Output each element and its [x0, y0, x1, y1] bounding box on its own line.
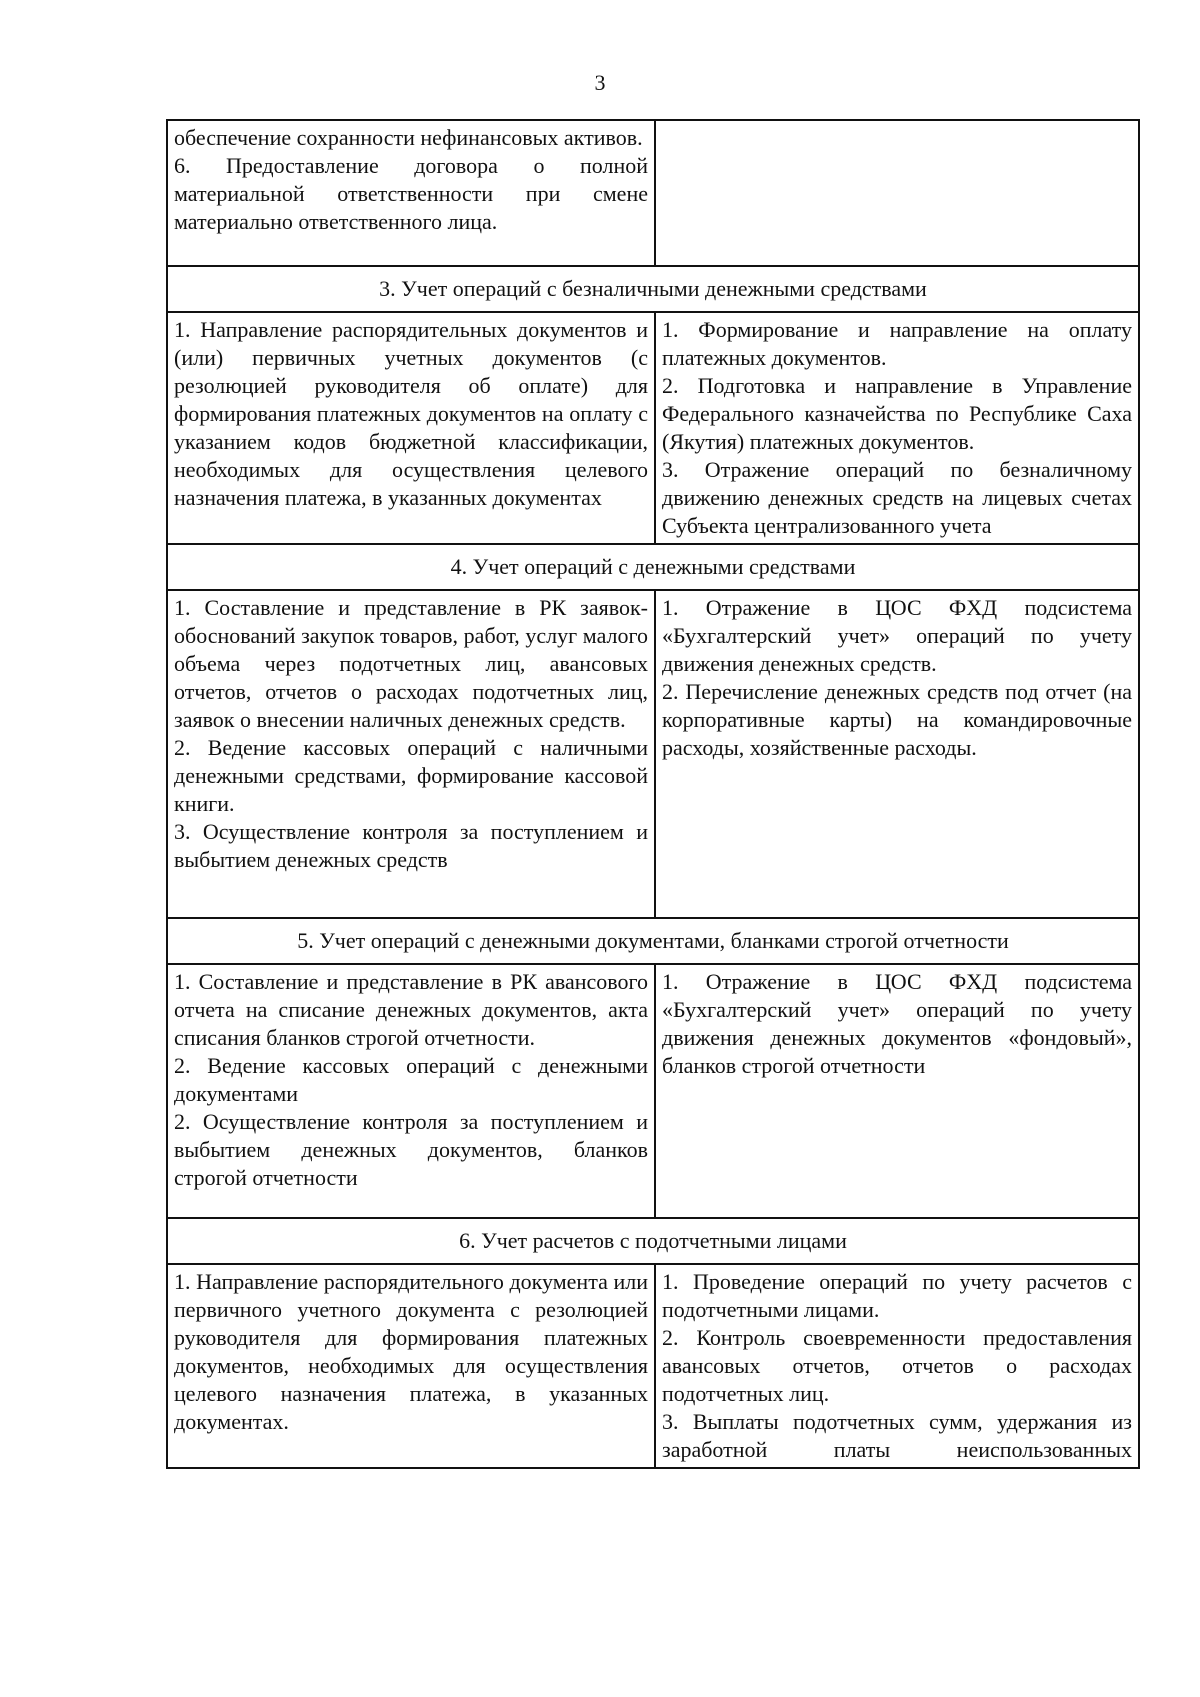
paragraph: 2. Подготовка и направление в Управление Федерального казначейства по Республике Саха (Якутия) платежных документов. — [662, 373, 1132, 454]
paragraph: 3. Отражение операций по безналичному движению денежных средств на лицевых счетах Субъекта централизованного учета — [662, 457, 1132, 538]
table-row — [167, 964, 1139, 1218]
paragraph: 3. Выплаты подотчетных сумм, удержания из заработной платы неиспользованных — [662, 1409, 1132, 1462]
left-cell — [167, 1264, 655, 1468]
paragraph: 2. Осуществление контроля за поступлением и выбытием денежных документов, бланков строгой отчетности — [174, 1109, 648, 1190]
section-header-row — [167, 544, 1139, 590]
right-cell — [655, 590, 1139, 918]
section-title: 4. Учет операций с денежными средствами — [167, 544, 1139, 590]
right-cell — [655, 120, 1139, 266]
table-row — [167, 120, 1139, 266]
section-title: 3. Учет операций с безналичными денежными средствами — [167, 266, 1139, 312]
paragraph: 1. Проведение операций по учету расчетов с подотчетными лицами. — [662, 1269, 1132, 1322]
paragraph: 2. Контроль своевременности предоставления авансовых отчетов, отчетов о расходах подотчетных лиц. — [662, 1325, 1132, 1406]
paragraph: 1. Направление распорядительных документов и (или) первичных учетных документов (с резолюцией руководителя об оплате) для формирования платежных документов на оплату с указанием кодов бюджетной классификации, необходимых для осуществления целевого назначения платежа, в указанных документах — [174, 317, 648, 510]
paragraph: 1. Направление распорядительного документа или первичного учетного документа с резолюцией руководителя для формирования платежных документов, необходимых для осуществления целевого назначения платежа, в указанных документах. — [174, 1269, 648, 1434]
left-cell — [167, 120, 655, 266]
right-cell — [655, 312, 1139, 544]
section-header-row — [167, 918, 1139, 964]
page-number: 3 — [594, 70, 606, 95]
table-row — [167, 312, 1139, 544]
left-cell — [167, 590, 655, 918]
section-header-row — [167, 266, 1139, 312]
paragraph: 1. Составление и представление в РК авансового отчета на списание денежных документов, акта списания бланков строгой отчетности. — [174, 969, 648, 1050]
section-title: 5. Учет операций с денежными документами, бланками строгой отчетности — [167, 918, 1139, 964]
paragraph: 1. Отражение в ЦОС ФХД подсистема «Бухгалтерский учет» операций по учету движения денежных документов «фондовый», бланков строгой отчетности — [662, 969, 1132, 1078]
section-header-row — [167, 1218, 1139, 1264]
section-title: 6. Учет расчетов с подотчетными лицами — [167, 1218, 1139, 1264]
paragraph: 3. Осуществление контроля за поступлением и выбытием денежных средств — [174, 819, 648, 872]
table-row — [167, 590, 1139, 918]
paragraph: обеспечение сохранности нефинансовых активов. — [174, 125, 643, 150]
right-cell — [655, 1264, 1139, 1468]
paragraph: 1. Составление и представление в РК заявок-обоснований закупок товаров, работ, услуг малого объема через подотчетных лиц, авансовых отчетов, отчетов о расходах подотчетных лиц, заявок о внесении наличных денежных средств. — [174, 595, 648, 732]
table-row — [167, 1264, 1139, 1468]
paragraph: 1. Отражение в ЦОС ФХД подсистема «Бухгалтерский учет» операций по учету движения денежных средств. — [662, 595, 1132, 676]
responsibilities-table — [166, 119, 1140, 1469]
paragraph: 2. Перечисление денежных средств под отчет (на корпоративные карты) на командировочные расходы, хозяйственные расходы. — [662, 679, 1132, 760]
paragraph: 2. Ведение кассовых операций с денежными документами — [174, 1053, 648, 1106]
left-cell — [167, 964, 655, 1218]
paragraph: 6. Предоставление договора о полной материальной ответственности при смене материально ответственного лица. — [174, 153, 648, 234]
right-cell — [655, 964, 1139, 1218]
left-cell — [167, 312, 655, 544]
paragraph: 2. Ведение кассовых операций с наличными денежными средствами, формирование кассовой книги. — [174, 735, 648, 816]
paragraph: 1. Формирование и направление на оплату платежных документов. — [662, 317, 1132, 370]
